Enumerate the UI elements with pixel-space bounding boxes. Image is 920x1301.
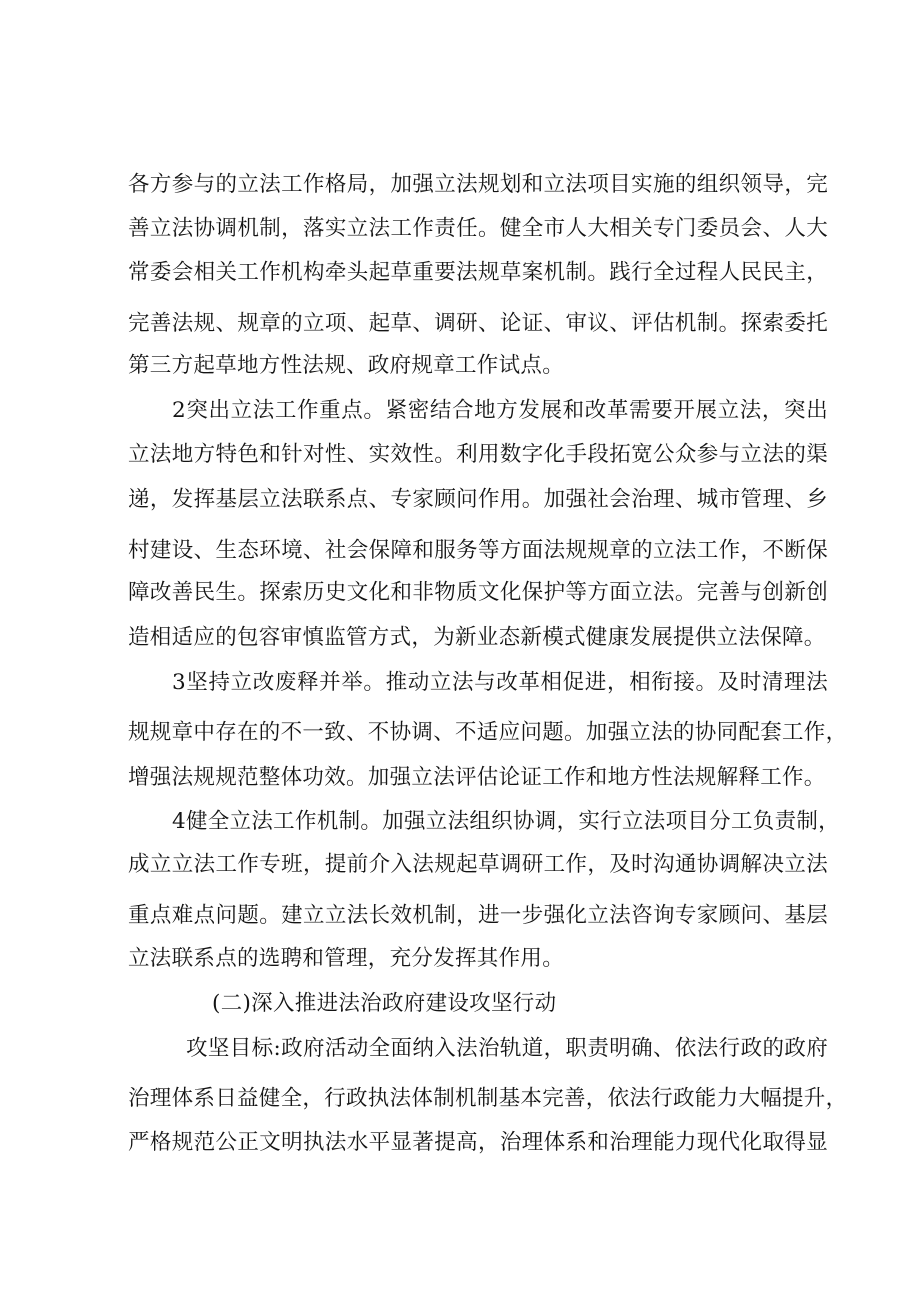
body-text-line: 递，发挥基层立法联系点、专家顾问作用。加强社会治理、城市管理、乡	[128, 487, 828, 512]
body-text-line: 立法地方特色和针对性、实效性。利用数字化手段拓宽公众参与立法的渠	[128, 442, 828, 467]
body-text-line: 第三方起草地方性法规、政府规章工作试点。	[128, 353, 565, 378]
body-text-line: 完善法规、规章的立项、起草、调研、论证、审议、评估机制。探索委托	[128, 311, 828, 336]
body-text-line: 各方参与的立法工作格局，加强立法规划和立法项目实施的组织领导，完	[128, 172, 828, 197]
paragraph-first-line: 4健全立法工作机制。加强立法组织协调，实行立法项目分工负责制，	[172, 809, 840, 834]
body-text-line: 成立立法工作专班，提前介入法规起草调研工作，及时沟通协调解决立法	[128, 852, 828, 877]
paragraph-first-line: 攻坚目标:政府活动全面纳入法治轨道，职责明确、依法行政的政府	[186, 1036, 828, 1061]
body-text-line: 障改善民生。探索历史文化和非物质文化保护等方面立法。完善与创新创	[128, 580, 828, 605]
body-text-line: 重点难点问题。建立立法长效机制，进一步强化立法咨询专家顾问、基层	[128, 903, 828, 928]
body-text-line: 常委会相关工作机构牵头起草重要法规草案机制。践行全过程人民民主，	[128, 260, 828, 285]
body-text-line: 治理体系日益健全，行政执法体制机制基本完善，依法行政能力大幅提升，	[128, 1086, 848, 1111]
body-text-line: 规规章中存在的不一致、不协调、不适应问题。加强立法的协同配套工作，	[128, 720, 848, 745]
paragraph-first-line: 3坚持立改废释并举。推动立法与改革相促进，相衔接。及时清理法	[172, 670, 828, 695]
body-text-line: 造相适应的包容审慎监管方式，为新业态新模式健康发展提供立法保障。	[128, 625, 826, 650]
body-text-line: 增强法规规范整体功效。加强立法评估论证工作和地方性法规解释工作。	[128, 765, 826, 790]
body-text-line: 立法联系点的选聘和管理，充分发挥其作用。	[128, 946, 565, 971]
body-text-line: 善立法协调机制，落实立法工作责任。健全市人大相关专门委员会、人大	[128, 216, 828, 241]
body-text-line: 严格规范公正文明执法水平显著提高，治理体系和治理能力现代化取得显	[128, 1130, 828, 1155]
section-heading: (二)深入推进法治政府建设攻坚行动	[212, 991, 557, 1016]
body-text-line: 村建设、生态环境、社会保障和服务等方面法规规章的立法工作，不断保	[128, 538, 828, 563]
paragraph-first-line: 2突出立法工作重点。紧密结合地方发展和改革需要开展立法，突出	[172, 398, 828, 423]
